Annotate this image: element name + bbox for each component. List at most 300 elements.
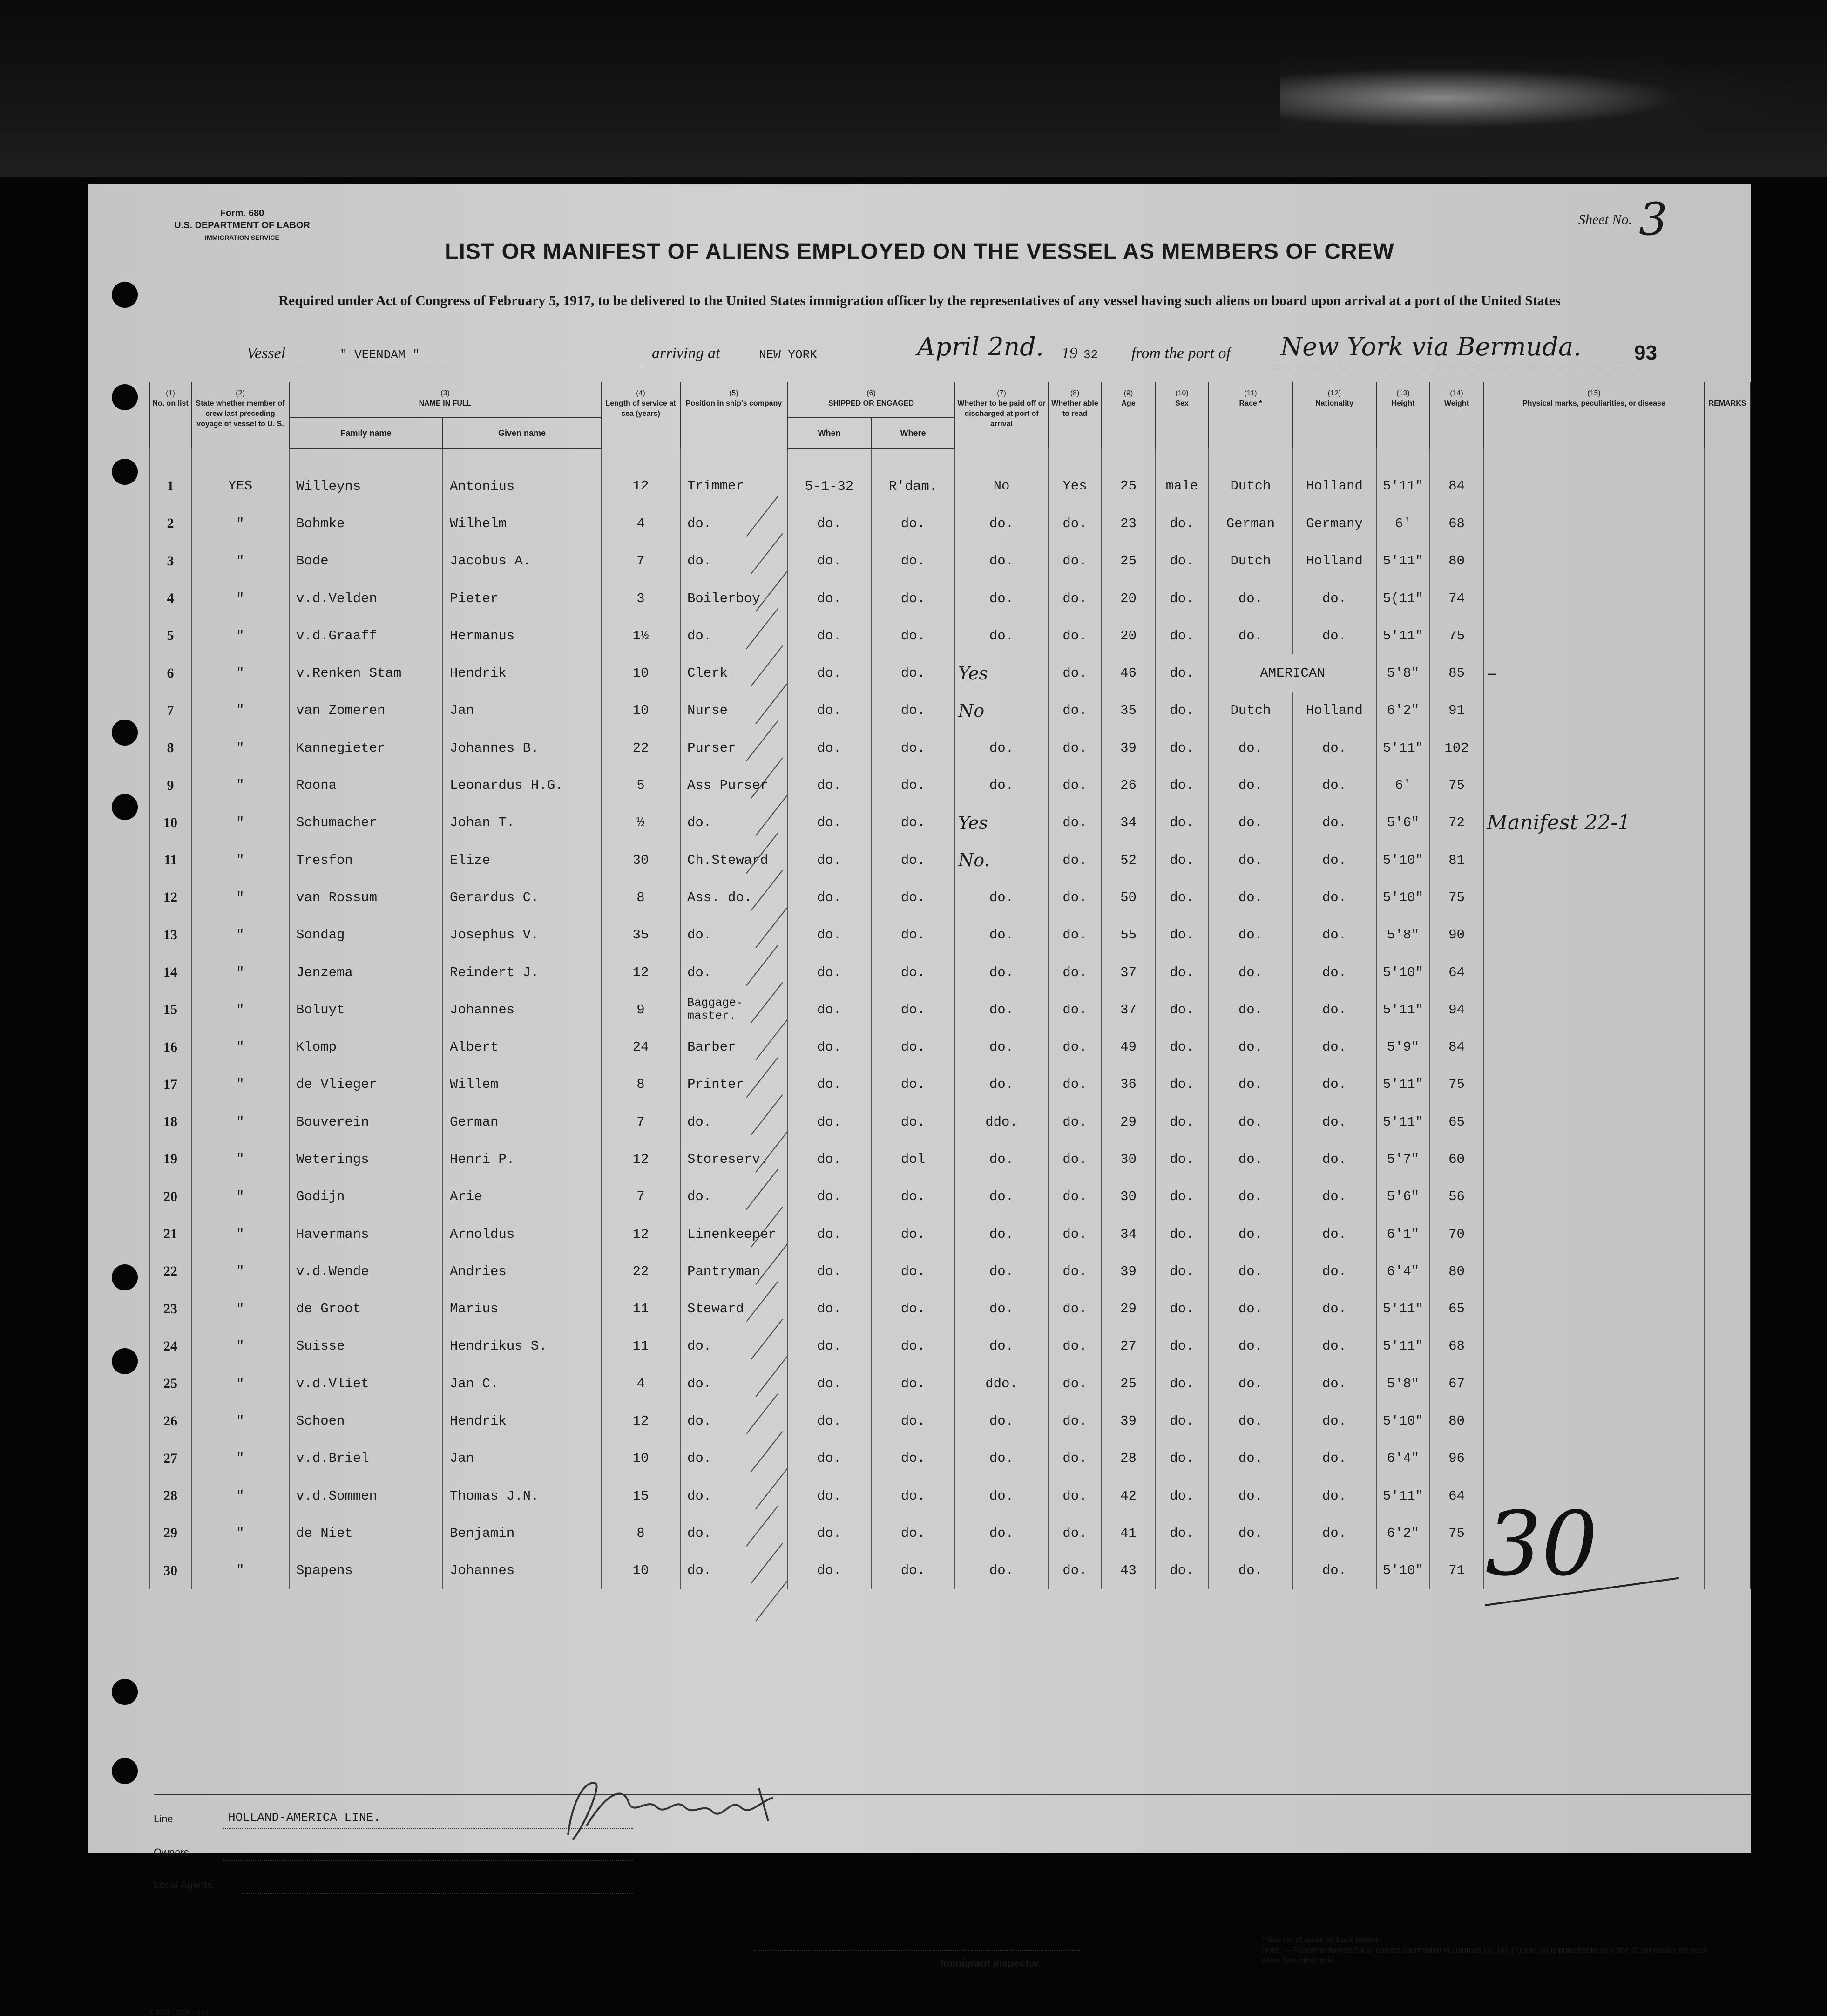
- height: 5'8": [1376, 916, 1430, 954]
- shipped-where: do.: [871, 879, 955, 916]
- able-to-read: do.: [1048, 1215, 1102, 1253]
- remarks: [1705, 580, 1750, 617]
- weight: 71: [1430, 1552, 1483, 1589]
- family-name: Weterings: [289, 1140, 443, 1178]
- shipped-when: do.: [787, 1290, 871, 1328]
- physical-marks: [1483, 1028, 1705, 1066]
- shipped-where: do.: [871, 954, 955, 991]
- shipped-where: do.: [871, 543, 955, 580]
- able-to-read: do.: [1048, 991, 1102, 1028]
- crew-state: ": [191, 1402, 289, 1439]
- sex: male: [1155, 448, 1209, 505]
- weight: 68: [1430, 505, 1483, 542]
- given-name: German: [443, 1103, 601, 1140]
- race: do.: [1209, 1290, 1292, 1328]
- punch-hole: [112, 384, 138, 410]
- position: do.: [680, 1477, 787, 1514]
- able-to-read: do.: [1048, 1477, 1102, 1514]
- age: 43: [1102, 1552, 1155, 1589]
- able-to-read: do.: [1048, 1103, 1102, 1140]
- row-number: 15: [149, 991, 191, 1028]
- paid-off: do.: [955, 1514, 1048, 1552]
- given-name: Johan T.: [443, 804, 601, 842]
- crew-state: ": [191, 1477, 289, 1514]
- nationality: do.: [1292, 1552, 1376, 1589]
- remarks: [1705, 1290, 1750, 1328]
- row-number: 7: [149, 692, 191, 729]
- shipped-where: do.: [871, 1253, 955, 1290]
- paid-off: ddo.: [955, 1103, 1048, 1140]
- able-to-read: do.: [1048, 1514, 1102, 1552]
- nationality: do.: [1292, 580, 1376, 617]
- race: do.: [1209, 767, 1292, 804]
- remarks: [1705, 954, 1750, 991]
- given-name: Willem: [443, 1066, 601, 1103]
- able-to-read: do.: [1048, 1552, 1102, 1589]
- table-row: [149, 1402, 1750, 1439]
- height: 5'7": [1376, 1140, 1430, 1178]
- service-years: 10: [601, 654, 680, 692]
- arrival-year: 32: [1083, 348, 1098, 362]
- height: 5'11": [1376, 448, 1430, 505]
- age: 39: [1102, 1402, 1155, 1439]
- service-years: 1½: [601, 617, 680, 654]
- crew-state: ": [191, 692, 289, 729]
- penalty-note: Note. — Failure to furnish full or correct information in columns (3), (6), (7) and (8) is punishable by a fine of ten dollars for each alien. See other side.: [1262, 1946, 1708, 1965]
- row-number: 6: [149, 654, 191, 692]
- sex: do.: [1155, 543, 1209, 580]
- height: 5'10": [1376, 842, 1430, 879]
- age: 30: [1102, 1140, 1155, 1178]
- col-header-sex: (10) Sex: [1155, 382, 1209, 448]
- remarks: [1705, 448, 1750, 505]
- remarks: [1705, 543, 1750, 580]
- position: do.: [680, 543, 787, 580]
- position: Storeserv.: [680, 1140, 787, 1178]
- nationality: do.: [1292, 1402, 1376, 1439]
- able-to-read: do.: [1048, 804, 1102, 842]
- age: 34: [1102, 1215, 1155, 1253]
- shipped-when: do.: [787, 1402, 871, 1439]
- service-years: 12: [601, 1215, 680, 1253]
- crew-state: ": [191, 1140, 289, 1178]
- punch-hole: [112, 1264, 138, 1290]
- paid-off: do.: [955, 1328, 1048, 1365]
- shipped-when: do.: [787, 1440, 871, 1477]
- race: do.: [1209, 1103, 1292, 1140]
- crew-state: ": [191, 842, 289, 879]
- shipped-when: 5-1-32: [787, 448, 871, 505]
- punch-hole: [112, 282, 138, 308]
- family-name: v.d.Vliet: [289, 1365, 443, 1402]
- shipped-where: do.: [871, 580, 955, 617]
- given-name: Arnoldus: [443, 1215, 601, 1253]
- row-number: 8: [149, 729, 191, 767]
- able-to-read: do.: [1048, 505, 1102, 542]
- crew-state: ": [191, 654, 289, 692]
- position: do.: [680, 916, 787, 954]
- height: 5'8": [1376, 654, 1430, 692]
- year-prefix: 19: [1062, 345, 1077, 362]
- shipped-when: do.: [787, 729, 871, 767]
- paid-off: do.: [955, 1477, 1048, 1514]
- able-to-read: do.: [1048, 1253, 1102, 1290]
- race: Dutch: [1209, 692, 1292, 729]
- paid-off: do.: [955, 729, 1048, 767]
- shipped-where: do.: [871, 617, 955, 654]
- family-name: v.d.Briel: [289, 1440, 443, 1477]
- weight: 80: [1430, 1402, 1483, 1439]
- paid-off: ddo.: [955, 1365, 1048, 1402]
- shipped-when: do.: [787, 1477, 871, 1514]
- nationality: do.: [1292, 1178, 1376, 1215]
- shipped-where: dol: [871, 1140, 955, 1178]
- race: do.: [1209, 991, 1292, 1028]
- weight: 91: [1430, 692, 1483, 729]
- weight: 75: [1430, 767, 1483, 804]
- paid-off: do.: [955, 1178, 1048, 1215]
- shipped-when: do.: [787, 1028, 871, 1066]
- able-to-read: do.: [1048, 1365, 1102, 1402]
- service-years: 8: [601, 1066, 680, 1103]
- shipped-when: do.: [787, 1514, 871, 1552]
- physical-marks: [1483, 1178, 1705, 1215]
- age: 23: [1102, 505, 1155, 542]
- shipped-when: do.: [787, 505, 871, 542]
- height: 5'8": [1376, 1365, 1430, 1402]
- owners-label: Owners: [154, 1846, 189, 1858]
- crew-state: ": [191, 1066, 289, 1103]
- given-name: Leonardus H.G.: [443, 767, 601, 804]
- service-years: 10: [601, 692, 680, 729]
- sex: do.: [1155, 1103, 1209, 1140]
- shipped-when: do.: [787, 991, 871, 1028]
- shipped-where: do.: [871, 692, 955, 729]
- col-header-weight: (14) Weight: [1430, 382, 1483, 448]
- row-number: 13: [149, 916, 191, 954]
- col-header-remarks: REMARKS: [1705, 382, 1750, 448]
- shipped-where: do.: [871, 1178, 955, 1215]
- table-bottom-rule: [154, 1794, 1751, 1795]
- row-number: 5: [149, 617, 191, 654]
- shipped-when: do.: [787, 1140, 871, 1178]
- service-years: 7: [601, 543, 680, 580]
- height: 5(11": [1376, 580, 1430, 617]
- given-name: Josephus V.: [443, 916, 601, 954]
- age: 26: [1102, 767, 1155, 804]
- physical-marks: [1483, 1365, 1705, 1402]
- remarks: [1705, 1103, 1750, 1140]
- sex: do.: [1155, 954, 1209, 991]
- physical-marks: [1483, 617, 1705, 654]
- nationality: do.: [1292, 1440, 1376, 1477]
- nationality: do.: [1292, 1514, 1376, 1552]
- service-years: 22: [601, 729, 680, 767]
- punch-hole: [112, 1758, 138, 1784]
- remarks: [1705, 1140, 1750, 1178]
- service-years: 30: [601, 842, 680, 879]
- nationality: do.: [1292, 1140, 1376, 1178]
- col-header-shipped: (6) SHIPPED OR ENGAGED: [787, 382, 955, 418]
- manifest-page: [88, 184, 1751, 2016]
- position: do.: [680, 1552, 787, 1589]
- race: AMERICAN: [1209, 654, 1376, 692]
- col-header-paid-off: (7) Whether to be paid off or discharged at port of arrival: [955, 382, 1048, 448]
- height: 5'11": [1376, 729, 1430, 767]
- departure-port: New York via Bermuda.: [1280, 332, 1582, 361]
- position: Ass Purser: [680, 767, 787, 804]
- paid-off: do.: [955, 617, 1048, 654]
- physical-marks: [1483, 692, 1705, 729]
- nationality: do.: [1292, 879, 1376, 916]
- service-years: ½: [601, 804, 680, 842]
- punch-hole: [112, 720, 138, 746]
- physical-marks: [1483, 505, 1705, 542]
- shipped-when: do.: [787, 543, 871, 580]
- age: 29: [1102, 1290, 1155, 1328]
- height: 5'11": [1376, 1103, 1430, 1140]
- position: Baggage-master.: [680, 991, 787, 1028]
- service-years: 12: [601, 448, 680, 505]
- sex: do.: [1155, 1028, 1209, 1066]
- paid-off: do.: [955, 991, 1048, 1028]
- table-row: [149, 767, 1750, 804]
- shipped-when: do.: [787, 1365, 871, 1402]
- crew-state: ": [191, 729, 289, 767]
- table-row: [149, 1140, 1750, 1178]
- age: 52: [1102, 842, 1155, 879]
- shipped-when: do.: [787, 580, 871, 617]
- family-name: Bohmke: [289, 505, 443, 542]
- given-name: Thomas J.N.: [443, 1477, 601, 1514]
- weight: 84: [1430, 1028, 1483, 1066]
- nationality: do.: [1292, 1253, 1376, 1290]
- row-number: 18: [149, 1103, 191, 1140]
- weight: 67: [1430, 1365, 1483, 1402]
- agents-underline: [242, 1893, 633, 1894]
- service-years: 10: [601, 1440, 680, 1477]
- remarks: [1705, 1477, 1750, 1514]
- position: Ass. do.: [680, 879, 787, 916]
- paid-off: do.: [955, 1440, 1048, 1477]
- sex: do.: [1155, 1215, 1209, 1253]
- weight: 64: [1430, 954, 1483, 991]
- sex: do.: [1155, 692, 1209, 729]
- race: do.: [1209, 954, 1292, 991]
- race: Dutch: [1209, 448, 1292, 505]
- row-number: 21: [149, 1215, 191, 1253]
- vessel-label: Vessel: [247, 345, 286, 362]
- weight: 74: [1430, 580, 1483, 617]
- family-name: de Niet: [289, 1514, 443, 1552]
- family-name: van Zomeren: [289, 692, 443, 729]
- paid-off: Yes: [955, 654, 1048, 692]
- nationality: Holland: [1292, 448, 1376, 505]
- table-row: [149, 991, 1750, 1028]
- weight: 72: [1430, 804, 1483, 842]
- crew-state: ": [191, 580, 289, 617]
- service-years: 10: [601, 1552, 680, 1589]
- remarks: [1705, 879, 1750, 916]
- shipped-where: do.: [871, 916, 955, 954]
- family-name: Havermans: [289, 1215, 443, 1253]
- paid-off: do.: [955, 767, 1048, 804]
- page-subtitle: Required under Act of Congress of February 5, 1917, to be delivered to the United States immigration officer by the representatives of any vessel having such aliens on board upon arrival at a port of the United States: [278, 293, 1561, 308]
- shipped-when: do.: [787, 1253, 871, 1290]
- height: 5'10": [1376, 1402, 1430, 1439]
- paid-off: No.: [955, 842, 1048, 879]
- family-name: v.Renken Stam: [289, 654, 443, 692]
- race-note: * See list of races on back hereof.: [1262, 1935, 1380, 1944]
- sex: do.: [1155, 1140, 1209, 1178]
- age: 35: [1102, 692, 1155, 729]
- shipped-where: do.: [871, 1328, 955, 1365]
- family-name: Sondag: [289, 916, 443, 954]
- row-number: 20: [149, 1178, 191, 1215]
- physical-marks: [1483, 1066, 1705, 1103]
- position: do.: [680, 1514, 787, 1552]
- service-years: 15: [601, 1477, 680, 1514]
- race: German: [1209, 505, 1292, 542]
- row-number: 26: [149, 1402, 191, 1439]
- position: do.: [680, 1103, 787, 1140]
- remarks: [1705, 842, 1750, 879]
- shipped-where: do.: [871, 1290, 955, 1328]
- shipped-when: do.: [787, 617, 871, 654]
- arrival-date: April 2nd.: [917, 332, 1044, 361]
- shipped-where: do.: [871, 1365, 955, 1402]
- weight: 94: [1430, 991, 1483, 1028]
- able-to-read: do.: [1048, 879, 1102, 916]
- able-to-read: do.: [1048, 916, 1102, 954]
- weight: 80: [1430, 543, 1483, 580]
- row-number: 11: [149, 842, 191, 879]
- shipped-when: do.: [787, 879, 871, 916]
- shipped-where: do.: [871, 767, 955, 804]
- shipped-where: do.: [871, 1477, 955, 1514]
- given-name: Benjamin: [443, 1514, 601, 1552]
- service-years: 12: [601, 1140, 680, 1178]
- shipped-where: do.: [871, 1440, 955, 1477]
- given-name: Andries: [443, 1253, 601, 1290]
- weight: 90: [1430, 916, 1483, 954]
- table-row: [149, 1440, 1750, 1477]
- position: do.: [680, 1328, 787, 1365]
- service-years: 4: [601, 505, 680, 542]
- race: do.: [1209, 1215, 1292, 1253]
- remarks: [1705, 804, 1750, 842]
- position: Trimmer: [680, 448, 787, 505]
- age: 55: [1102, 916, 1155, 954]
- position: do.: [680, 1402, 787, 1439]
- given-name: Albert: [443, 1028, 601, 1066]
- service-years: 5: [601, 767, 680, 804]
- position: do.: [680, 1440, 787, 1477]
- age: 25: [1102, 543, 1155, 580]
- shipped-where: do.: [871, 1066, 955, 1103]
- physical-marks: [1483, 1328, 1705, 1365]
- age: 36: [1102, 1066, 1155, 1103]
- family-name: van Rossum: [289, 879, 443, 916]
- crew-state: ": [191, 1440, 289, 1477]
- physical-marks: [1483, 1290, 1705, 1328]
- given-name: Johannes: [443, 991, 601, 1028]
- physical-marks: [1483, 1103, 1705, 1140]
- physical-marks: [1483, 729, 1705, 767]
- shipped-when: do.: [787, 1103, 871, 1140]
- owners-underline: [223, 1860, 633, 1861]
- shipped-when: do.: [787, 1178, 871, 1215]
- weight: 75: [1430, 1514, 1483, 1552]
- table-row: [149, 1178, 1750, 1215]
- family-name: Spapens: [289, 1552, 443, 1589]
- sex: do.: [1155, 617, 1209, 654]
- col-header-read: (8) Whether able to read: [1048, 382, 1102, 448]
- arriving-label: arriving at: [652, 345, 720, 362]
- nationality: do.: [1292, 729, 1376, 767]
- family-name: Tresfon: [289, 842, 443, 879]
- weight: 85: [1430, 654, 1483, 692]
- table-row: [149, 1066, 1750, 1103]
- form-code: T. 3737 - 5000 - 3-31.: [149, 2009, 211, 2016]
- nationality: do.: [1292, 1290, 1376, 1328]
- weight: 80: [1430, 1253, 1483, 1290]
- age: 49: [1102, 1028, 1155, 1066]
- given-name: Elize: [443, 842, 601, 879]
- nationality: do.: [1292, 954, 1376, 991]
- table-row: [149, 505, 1750, 542]
- nationality: do.: [1292, 1477, 1376, 1514]
- family-name: Roona: [289, 767, 443, 804]
- sex: do.: [1155, 1290, 1209, 1328]
- height: 5'11": [1376, 991, 1430, 1028]
- nationality: do.: [1292, 1103, 1376, 1140]
- able-to-read: do.: [1048, 1066, 1102, 1103]
- shipped-where: do.: [871, 1402, 955, 1439]
- weight: 75: [1430, 617, 1483, 654]
- age: 25: [1102, 1365, 1155, 1402]
- table-row: [149, 448, 1750, 505]
- age: 50: [1102, 879, 1155, 916]
- given-name: Jan: [443, 692, 601, 729]
- table-row: [149, 842, 1750, 879]
- crew-table: [149, 382, 1751, 1589]
- service-years: 12: [601, 1402, 680, 1439]
- sex: do.: [1155, 804, 1209, 842]
- col-header-when: When: [787, 418, 871, 448]
- handwritten-total: 30: [1485, 1493, 1598, 1595]
- crew-rows: [149, 448, 1750, 1589]
- able-to-read: do.: [1048, 954, 1102, 991]
- paid-off: No: [955, 692, 1048, 729]
- physical-marks: [1483, 543, 1705, 580]
- crew-state: ": [191, 505, 289, 542]
- able-to-read: do.: [1048, 654, 1102, 692]
- nationality: Holland: [1292, 692, 1376, 729]
- table-row: [149, 954, 1750, 991]
- remarks: [1705, 1514, 1750, 1552]
- nationality: do.: [1292, 767, 1376, 804]
- height: 6'1": [1376, 1215, 1430, 1253]
- table-row: [149, 1328, 1750, 1365]
- family-name: v.d.Velden: [289, 580, 443, 617]
- row-number: 22: [149, 1253, 191, 1290]
- given-name: Henri P.: [443, 1140, 601, 1178]
- crew-state: ": [191, 1328, 289, 1365]
- race: do.: [1209, 729, 1292, 767]
- family-name: Bouverein: [289, 1103, 443, 1140]
- service-years: 12: [601, 954, 680, 991]
